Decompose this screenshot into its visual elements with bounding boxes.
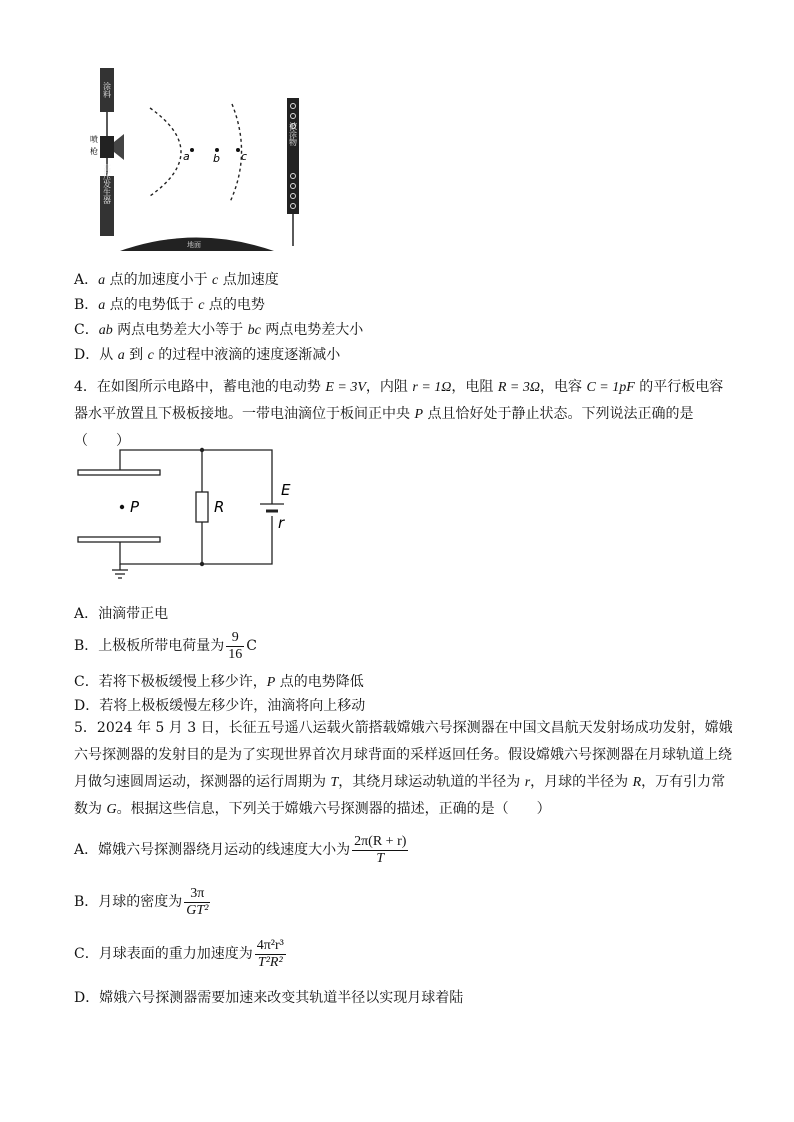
internal-resistance-label: r [278,514,285,532]
junction-bottom [200,562,204,566]
q5-option-b[interactable]: B．月球的密度为 $\frac{3\pi}{\text{GT²}}$ [74,885,209,918]
q5-b-fraction: $\frac{3\pi}{\text{GT²}}$ [186,885,209,918]
junction-top [200,448,204,452]
point-c-dot [236,148,240,152]
q3-option-b[interactable]: B．a 点的电势低于 c 点的电势 [74,297,265,313]
capacitor-circuit-figure [72,440,312,580]
ground-label: 地面 [187,241,201,249]
electrostatic-spray-figure [86,64,316,254]
upper-plate [78,470,160,475]
point-c-label: c [241,150,248,163]
lower-plate [78,537,160,542]
workpiece-bar [287,98,299,214]
q5-option-d[interactable]: D．嫦娥六号探测器需要加速来改变其轨道半径以实现月球着陆 [74,990,464,1006]
gun-label-1: 喷 [90,135,98,144]
q3-option-d[interactable]: D．从 a 到 c 的过程中液滴的速度逐渐减小 [74,347,341,363]
q5-a-fraction: $\frac{2\pi(R + r)}{T}$ [354,833,407,866]
emf-label: E [281,481,291,499]
field-line-c [230,104,242,202]
point-p-label: P [130,498,140,516]
q4-b-fraction: $\frac{9}{16}$ [228,629,243,662]
hv-label: 高压发生器 [102,164,112,204]
q5-option-a[interactable]: A．嫦娥六号探测器绕月运动的线速度大小为 $\frac{2\pi(R + r)}{T}$ [74,833,407,866]
nozzle-icon [114,134,124,160]
workpiece-label: 被涂物 [288,122,298,146]
q5-option-c[interactable]: C．月球表面的重力加速度为 $\frac{\text{4π²r³}}{\text{T²R²}}$ [74,937,284,970]
q4-option-a[interactable]: A．油滴带正电 [74,606,169,622]
resistor-r [196,492,208,522]
point-b-label: b [213,152,220,165]
q4-option-d[interactable]: D．若将上极板缓慢左移少许，油滴将向上移动 [74,698,366,714]
spray-gun-icon [100,136,114,158]
q4-stem: 4．在如图所示电路中，蓄电池的电动势 E = 3V，内阻 r = 1Ω，电阻 R = 3Ω，电容 C = 1pF 的平行板电容器水平放置且下极板接地。一带电油滴位于板间正中央 P 点且恰好处于静止状态。下列说法正确的是（ ） [74,379,724,449]
q5-c-fraction: $\frac{\text{4π²r³}}{\text{T²R²}}$ [256,937,284,970]
q4-option-b[interactable]: B．上极板所带电荷量为 $\frac{9}{16}$ C [74,629,258,662]
point-a-label: a [183,150,190,163]
coating-label: 涂料 [102,82,112,98]
gun-label-2: 枪 [90,147,98,156]
q3-option-a[interactable]: A．a 点的加速度小于 c 点加速度 [74,272,279,288]
q4-option-c[interactable]: C．若将下极板缓慢上移少许，P 点的电势降低 [74,674,364,690]
q5-stem: 5．2024 年 5 月 3 日，长征五号遥八运载火箭搭载嫦娥六号探测器在中国文昌航天发射场成功发射，嫦娥六号探测器的发射目的是为了实现世界首次月球背面的采样返回任务。假设嫦娥六号探测器在月球轨道上绕月做匀速圆周运动，探测器的运行周期为 T，其绕月球运动轨道的半径为 r，月球的半径为 R，万有引力常数为 G。根据这些信息，下列关于嫦娥六号探测器的描述，正确的是（ ） [74,720,733,817]
q3-option-c[interactable]: C．ab 两点电势差大小等于 bc 两点电势差大小 [74,322,364,338]
field-line-a [150,108,181,196]
point-a-dot [190,148,194,152]
resistor-label: R [214,498,225,516]
point-p-dot [120,505,124,509]
